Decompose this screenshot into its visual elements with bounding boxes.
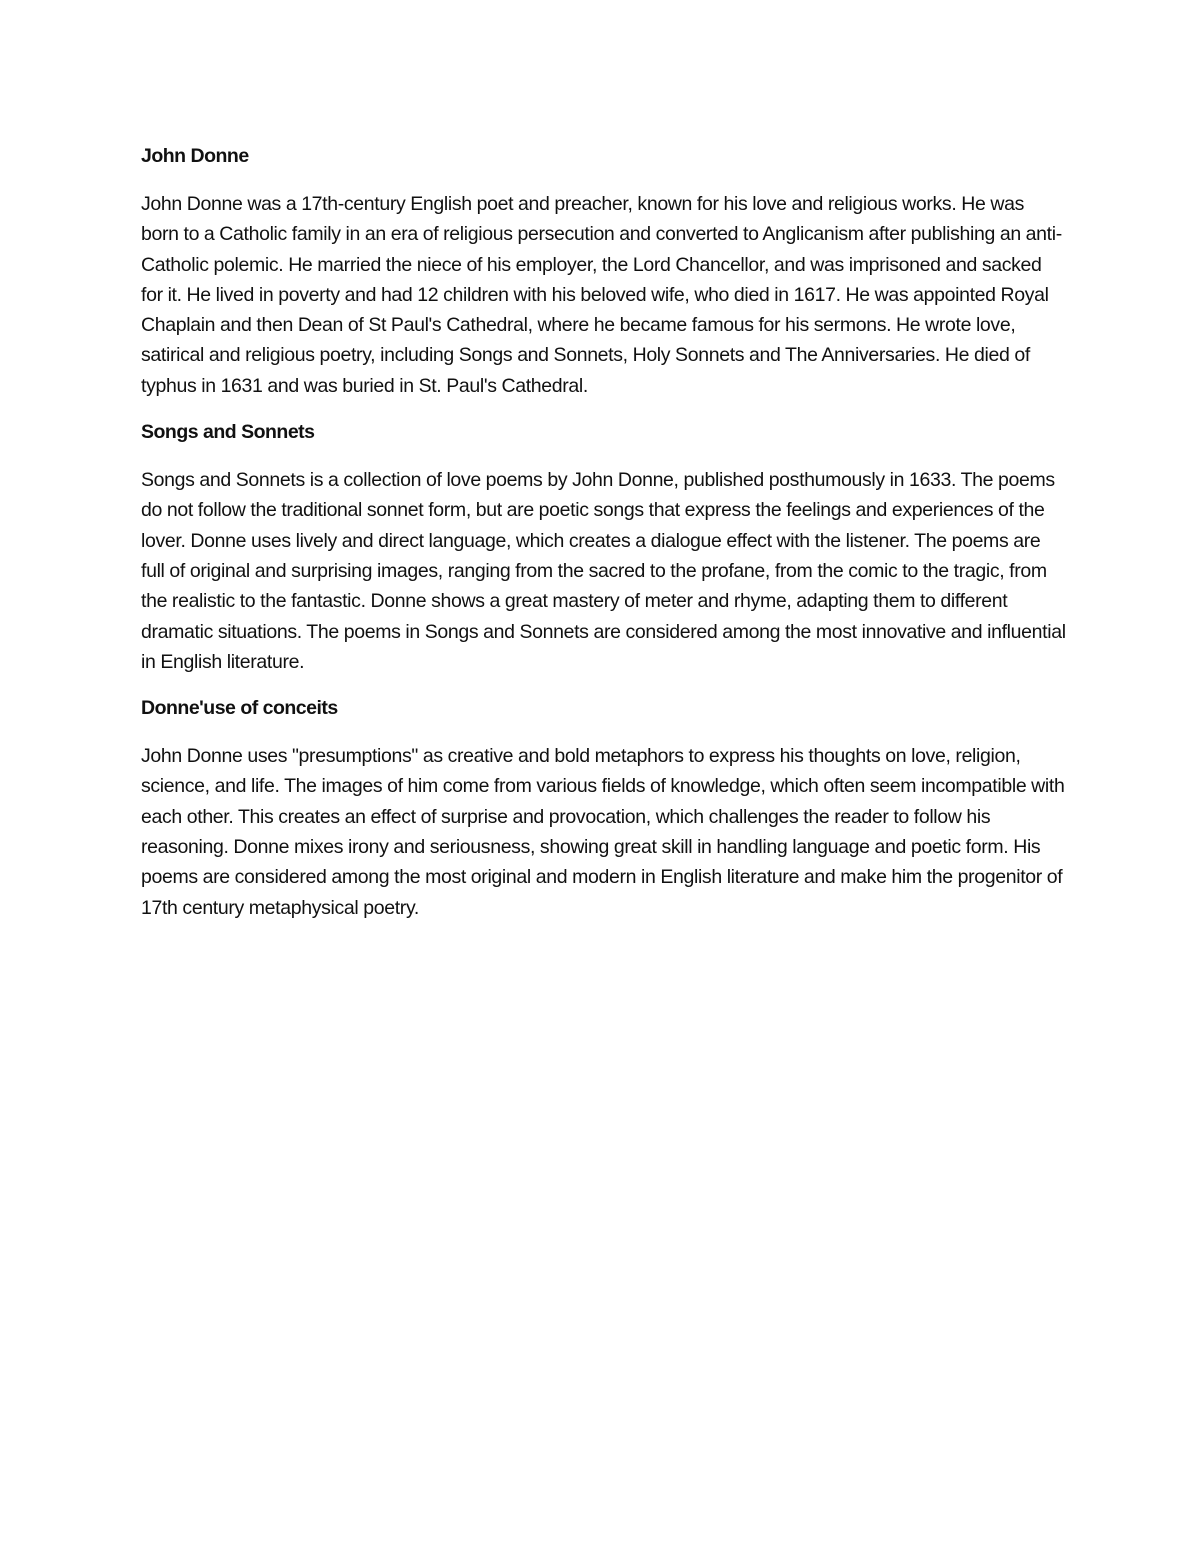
section-body-john-donne: John Donne was a 17th-century English poet and preacher, known for his love and religious works. He was born to a Catholic family in an era of religious persecution and converted to Anglicanism after publishing an anti-Catholic polemic. He married the niece of his employer, the Lord Chancellor, and was imprisoned and sacked for it. He lived in poverty and had 12 children with his beloved wife, who died in 1617. He was appointed Royal Chaplain and then Dean of St Paul's Cathedral, where he became famous for his sermons. He wrote love, satirical and religious poetry, including Songs and Sonnets, Holy Sonnets and The Anniversaries. He died of typhus in 1631 and was buried in St. Paul's Cathedral. [141,193,1062,397]
document-content [141,141,1066,939]
section-title-john-donne: John Donne [141,145,249,167]
section-title-donne-conceits: Donne'use of conceits [141,697,338,720]
section-title-songs-and-sonnets: Songs and Sonnets [141,421,315,444]
section-body-donne-conceits: John Donne uses "presumptions" as creative and bold metaphors to express his thoughts on love, religion, science, and life. The images of him come from various fields of knowledge, which often seem incompatible with each other. This creates an effect of surprise and provocation, which challenges the reader to follow his reasoning. Donne mixes irony and seriousness, showing great skill in handling language and poetic form. His poems are considered among the most original and modern in English literature and make him the progenitor of 17th century metaphysical poetry. [141,745,1065,919]
section-body-songs-and-sonnets: Songs and Sonnets is a collection of love poems by John Donne, published posthumously in 1633. The poems do not follow the traditional sonnet form, but are poetic songs that express the feelings and experiences of the lover. Donne uses lively and direct language, which creates a dialogue effect with the listener. The poems are full of original and surprising images, ranging from the sacred to the profane, from the comic to the tragic, from the realistic to the fantastic. Donne shows a great mastery of meter and rhyme, adapting them to different dramatic situations. The poems in Songs and Sonnets are considered among the most innovative and influential in English literature. [141,469,1066,673]
